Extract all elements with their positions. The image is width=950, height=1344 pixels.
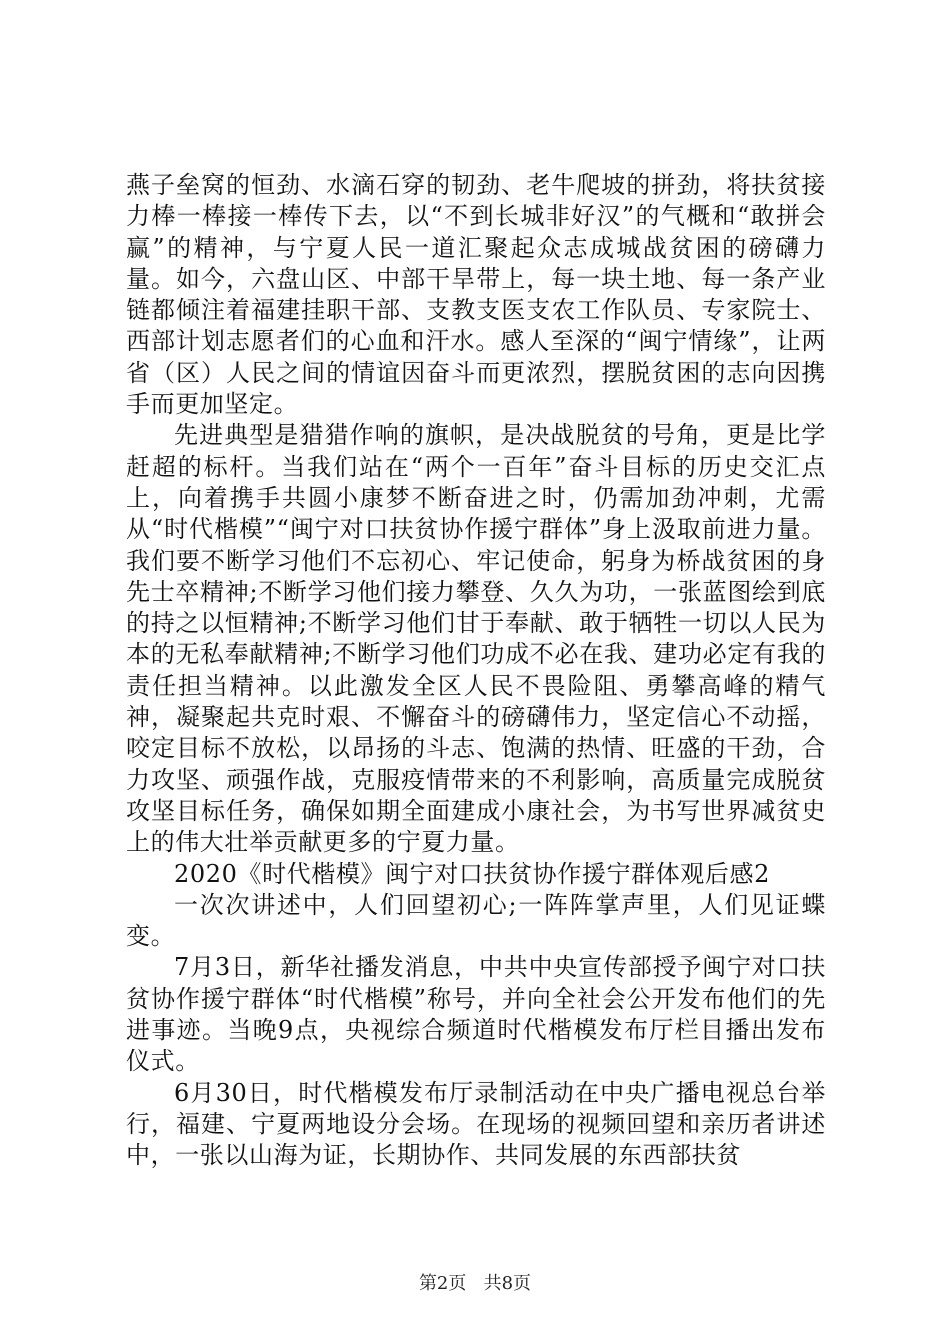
section-heading: 2020《时代楷模》闽宁对口扶贫协作援宁群体观后感2	[174, 859, 770, 888]
page-footer	[0, 1273, 950, 1295]
page-number: 第2页	[418, 1273, 467, 1294]
paragraph-continued: 燕子垒窝的恒劲、水滴石穿的韧劲、老牛爬坡的拼劲，将扶贫接力棒一棒接一棒传下去，以“不到长城非好汉”的气概和“敢拼会赢”的精神，与宁夏人民一道汇聚起众志成城战贫困的磅礴力量。如今，六盘山区、中部干旱带上，每一块土地、每一条产业链都倾注着福建挂职干部、支教支医支农工作队员、专家院士、西部计划志愿者们的心血和汗水。感人至深的“闽宁情缘”，让两省（区）人民之间的情谊因奋斗而更浓烈，摆脱贫困的志向因携手而更加坚定。	[126, 171, 826, 419]
page-separator	[472, 1273, 478, 1295]
paragraph-june-30: 6月30日，时代楷模发布厅录制活动在中央广播电视总台举行，福建、宁夏两地设分会场。在现场的视频回望和亲历者讲述中，一张以山海为证，长期协作、共同发展的东西部扶贫	[126, 1078, 826, 1170]
paragraph-advanced-models: 先进典型是猎猎作响的旗帜，是决战脱贫的号角，更是比学赶超的标杆。当我们站在“两个一百年”奋斗目标的历史交汇点上，向着携手共圆小康梦不断奋进之时，仍需加劲冲刺，尤需从“时代楷模”“闽宁对口扶贫协作援宁群体”身上汲取前进力量。我们要不断学习他们不忘初心、牢记使命，躬身为桥战贫困的身先士卒精神;不断学习他们接力攀登、久久为功，一张蓝图绘到底的持之以恒精神;不断学习他们甘于奉献、敢于牺牲一切以人民为本的无私奉献精神;不断学习他们功成不必在我、建功必定有我的责任担当精神。以此激发全区人民不畏险阻、勇攀高峰的精气神，凝聚起共克时艰、不懈奋斗的磅礴伟力，坚定信心不动摇，咬定目标不放松，以昂扬的斗志、饱满的热情、旺盛的干劲，合力攻坚、顽强作战，克服疫情带来的不利影响，高质量完成脱贫攻坚目标任务，确保如期全面建成小康社会，为书写世界减贫史上的伟大壮举贡献更多的宁夏力量。	[126, 421, 826, 857]
document-body	[126, 170, 826, 1172]
paragraph-july-3: 7月3日，新华社播发消息，中共中央宣传部授予闽宁对口扶贫协作援宁群体“时代楷模”称号，并向全社会公开发布他们的先进事迹。当晚9点，央视综合频道时代楷模发布厅栏目播出发布仪式。	[126, 953, 826, 1076]
paragraph-intro: 一次次讲述中，人们回望初心;一阵阵掌声里，人们见证蝶变。	[126, 890, 826, 951]
total-pages: 共8页	[483, 1273, 532, 1294]
